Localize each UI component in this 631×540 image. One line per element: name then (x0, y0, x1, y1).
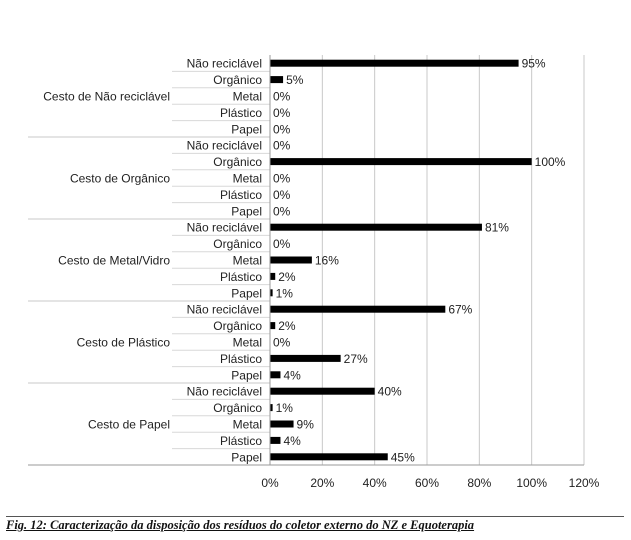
data-label: 4% (283, 368, 301, 383)
bar (270, 158, 532, 165)
item-label: Não reciclável (186, 138, 262, 153)
data-label: 5% (286, 73, 304, 88)
data-label: 0% (273, 187, 291, 202)
bar (270, 257, 312, 264)
item-label: Não reciclável (186, 302, 262, 317)
item-label: Plástico (219, 433, 262, 448)
data-label: 0% (273, 237, 291, 252)
data-label: 4% (283, 433, 301, 448)
data-label: 0% (273, 122, 291, 137)
caption-rule (6, 516, 624, 517)
x-tick-label: 60% (414, 476, 440, 490)
data-label: 0% (273, 335, 291, 350)
x-tick-label: 40% (362, 476, 387, 490)
item-label: Papel (231, 122, 262, 137)
item-label: Metal (232, 335, 262, 350)
item-label: Não reciclável (186, 56, 262, 71)
item-label: Orgânico (213, 319, 262, 334)
item-label: Papel (231, 286, 262, 301)
item-label: Plástico (219, 269, 262, 284)
data-label: 0% (273, 105, 291, 120)
data-label: 9% (296, 417, 314, 432)
bar (270, 273, 275, 280)
item-label: Orgânico (213, 237, 262, 252)
bar (270, 421, 294, 428)
data-label: 45% (390, 450, 415, 465)
grid-lines (322, 55, 584, 465)
data-label: 0% (273, 138, 291, 153)
x-tick-label: 80% (467, 476, 492, 490)
labels (43, 57, 599, 490)
data-label: 81% (484, 220, 509, 235)
bar (270, 388, 375, 395)
group-label: Cesto de Plástico (76, 335, 170, 350)
data-label: 0% (273, 171, 291, 186)
bar (270, 371, 280, 378)
item-label: Plástico (219, 105, 262, 120)
item-label: Papel (231, 204, 262, 219)
data-label: 100% (534, 155, 566, 170)
bar (270, 437, 280, 444)
bar (270, 224, 482, 231)
data-label: 16% (314, 253, 339, 268)
item-label: Orgânico (213, 73, 262, 88)
group-label: Cesto de Não reciclável (43, 89, 170, 104)
bar (270, 76, 283, 83)
x-tick-label: 100% (516, 476, 548, 490)
bar (270, 453, 388, 460)
data-label: 27% (343, 351, 368, 366)
bar (270, 306, 445, 313)
item-label: Metal (232, 171, 262, 186)
item-label: Metal (232, 417, 262, 432)
data-label: 1% (275, 401, 293, 416)
group-label: Cesto de Papel (87, 417, 170, 432)
item-label: Metal (232, 253, 262, 268)
data-label: 1% (275, 286, 293, 301)
item-label: Papel (231, 368, 262, 383)
data-label: 67% (448, 302, 473, 317)
figure-caption: Fig. 12: Caracterização da disposição dos resíduos do coletor externo do NZ e Equoterapia (6, 518, 475, 532)
x-tick-label: 0% (261, 476, 279, 490)
data-label: 95% (521, 56, 546, 71)
group-label: Cesto de Orgânico (69, 171, 170, 186)
item-label: Plástico (219, 351, 262, 366)
data-label: 0% (273, 204, 291, 219)
data-label: 2% (278, 319, 296, 334)
data-label: 40% (377, 384, 402, 399)
bar (270, 322, 275, 329)
data-label: 2% (278, 269, 296, 284)
item-label: Não reciclável (186, 384, 262, 399)
x-tick-label: 120% (568, 476, 600, 490)
item-label: Plástico (219, 187, 262, 202)
bars (270, 60, 532, 461)
item-label: Papel (231, 450, 262, 465)
bar (270, 60, 519, 67)
item-label: Não reciclável (186, 220, 262, 235)
item-label: Orgânico (213, 155, 262, 170)
x-tick-label: 20% (310, 476, 335, 490)
item-label: Orgânico (213, 401, 262, 416)
group-label: Cesto de Metal/Vidro (58, 253, 170, 268)
bar (270, 355, 341, 362)
item-label: Metal (232, 89, 262, 104)
data-label: 0% (273, 89, 291, 104)
